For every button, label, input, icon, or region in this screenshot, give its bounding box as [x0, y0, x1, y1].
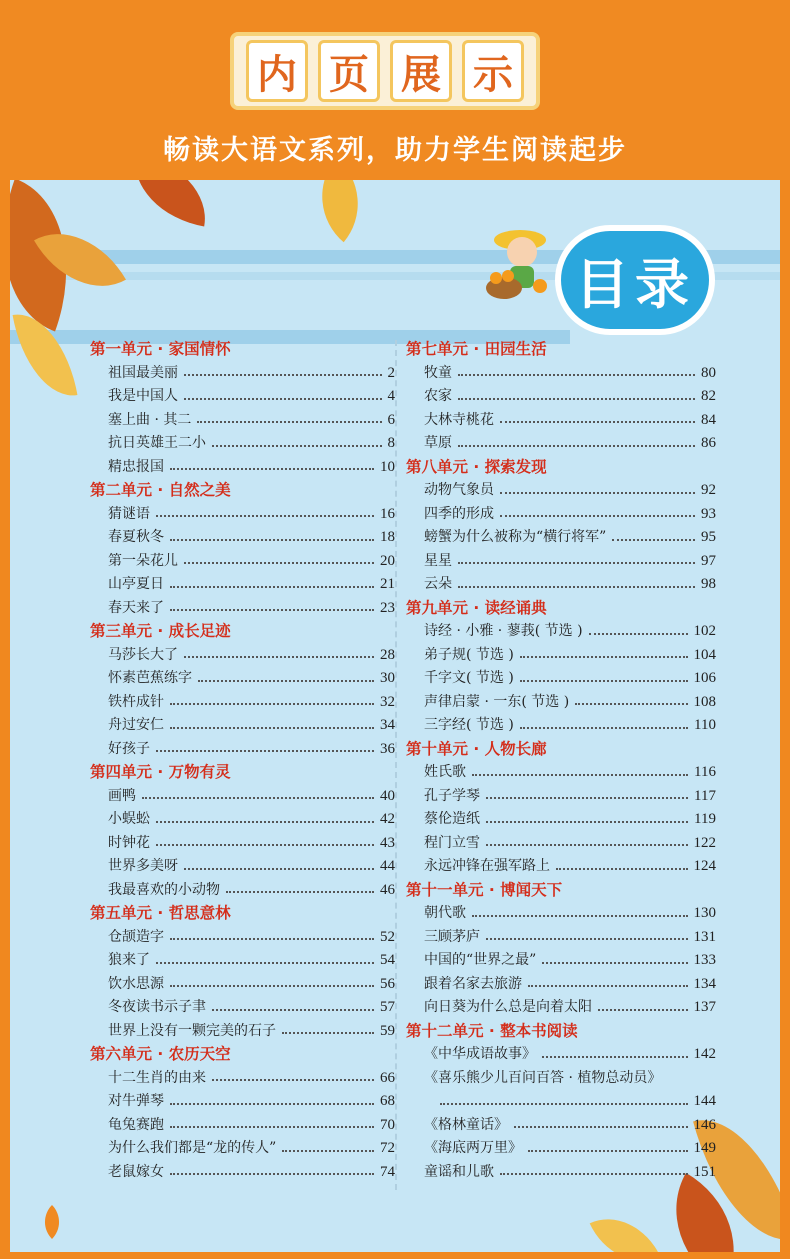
entry-title: 程门立雪	[424, 834, 480, 851]
dot-leader	[458, 562, 695, 564]
toc-entry[interactable]	[406, 1043, 716, 1067]
dot-leader	[556, 868, 688, 870]
entry-title: 蔡伦造纸	[424, 811, 480, 827]
toc-entry[interactable]	[406, 761, 716, 785]
toc-entry[interactable]	[406, 855, 716, 879]
page-number: 92	[701, 482, 716, 498]
entry-title: 农家	[424, 388, 452, 404]
toc-entry[interactable]	[406, 385, 716, 409]
page-number: 119	[694, 811, 716, 827]
toc-entry[interactable]	[406, 526, 716, 550]
unit-heading[interactable]: 第五单元 · 哲思意林	[90, 904, 231, 922]
entry-title: 草原	[424, 435, 452, 451]
page-number: 84	[701, 411, 716, 428]
dot-leader	[500, 1173, 688, 1175]
toc-entry[interactable]	[406, 1067, 716, 1114]
entry-title: 大林寺桃花	[424, 411, 494, 428]
dot-leader	[458, 445, 695, 447]
unit-heading[interactable]: 第七单元 · 田园生活	[406, 340, 547, 358]
dot-leader	[170, 985, 374, 987]
dot-leader	[170, 539, 374, 541]
entry-title: 姓氏歌	[424, 764, 466, 780]
page-number: 18	[380, 529, 395, 545]
entry-title: 三字经( 节选 )	[424, 717, 514, 733]
toc-entry[interactable]	[90, 973, 395, 997]
toc-entry[interactable]	[406, 362, 716, 386]
page-number: 36	[380, 740, 395, 757]
entry-title: 朝代歌	[424, 905, 466, 921]
toc-entry[interactable]	[90, 1020, 395, 1044]
page-number: 70	[380, 1116, 395, 1133]
dot-leader	[542, 1056, 688, 1058]
dot-leader	[226, 891, 374, 893]
dot-leader	[170, 938, 374, 940]
dot-leader	[170, 609, 374, 611]
dot-leader	[528, 985, 688, 987]
page-title-box	[230, 32, 540, 110]
page-number: 104	[693, 646, 716, 663]
leaf-decoration	[298, 180, 383, 242]
toc-entry[interactable]	[90, 808, 395, 832]
toc-left-column	[90, 338, 395, 1184]
entry-title: 四季的形成	[424, 505, 494, 522]
dot-leader	[198, 680, 374, 682]
dot-leader	[486, 797, 688, 799]
page-number: 68	[380, 1093, 395, 1109]
dot-leader	[197, 421, 381, 423]
unit-heading[interactable]: 第九单元 · 读经诵典	[406, 598, 547, 617]
child-illustration	[482, 222, 557, 302]
entry-title: 《海底两万里》	[424, 1140, 522, 1156]
entry-title: 马莎长大了	[108, 646, 178, 663]
entry-title: 弟子规( 节选 )	[424, 646, 514, 663]
toc-entry[interactable]	[90, 432, 395, 456]
entry-title: 《喜乐熊少儿百问百答 · 植物总动员》	[424, 1069, 662, 1086]
leaf-decoration	[125, 180, 214, 226]
page-number: 32	[380, 693, 395, 710]
page-number: 4	[387, 388, 395, 404]
page-number: 149	[693, 1140, 716, 1156]
dot-leader	[212, 445, 382, 447]
page-number: 146	[693, 1116, 716, 1133]
toc-entry[interactable]	[406, 432, 716, 456]
entry-title: 老鼠嫁女	[108, 1163, 164, 1180]
page-number: 106	[693, 670, 716, 686]
toc-entry[interactable]	[406, 832, 716, 856]
entry-title: 抗日英雄王二小	[108, 435, 206, 451]
entry-title: 声律启蒙 · 一东( 节选 )	[424, 693, 570, 710]
dot-leader	[282, 1150, 374, 1152]
page-number: 44	[380, 858, 395, 874]
dot-leader	[520, 727, 688, 729]
dot-leader	[486, 844, 688, 846]
page-number: 40	[380, 787, 395, 804]
entry-title: 中国的“世界之最”	[424, 952, 537, 968]
dot-leader	[170, 1126, 374, 1128]
entry-title: 世界多美呀	[108, 858, 178, 874]
page-number: 80	[701, 364, 716, 381]
entry-title: 狼来了	[108, 952, 150, 968]
page-subtitle: 畅读大语文系列，助力学生阅读起步	[163, 135, 627, 166]
toc-entry[interactable]	[90, 573, 395, 597]
toc-entry[interactable]	[90, 456, 395, 480]
entry-title: 饮水思源	[108, 975, 164, 992]
entry-title: 对牛弹琴	[108, 1093, 164, 1109]
dot-leader	[170, 468, 374, 470]
toc-entry[interactable]	[90, 1137, 395, 1161]
entry-title: 为什么我们都是“龙的传人”	[108, 1140, 277, 1156]
page-number: 151	[693, 1163, 716, 1180]
toc-entry[interactable]	[90, 785, 395, 809]
unit-heading[interactable]: 第一单元 · 家国情怀	[90, 340, 231, 358]
page-number: 2	[387, 364, 395, 381]
toc-entry[interactable]	[406, 573, 716, 597]
page-number: 46	[380, 881, 395, 898]
page-number: 6	[387, 411, 395, 428]
unit-heading[interactable]: 第八单元 · 探索发现	[406, 457, 547, 476]
dot-leader	[575, 703, 687, 705]
entry-title: 仓颉造字	[108, 928, 164, 945]
toc-entry[interactable]	[406, 479, 716, 503]
toc-entry[interactable]	[406, 667, 716, 691]
page-number: 59	[380, 1022, 395, 1039]
toc-entry[interactable]	[406, 785, 716, 809]
toc-entry[interactable]	[90, 691, 395, 715]
dot-leader	[500, 421, 695, 423]
title-char: 内	[246, 40, 308, 102]
page-number: 117	[694, 787, 716, 804]
dot-leader	[184, 398, 382, 400]
entry-title: 祖国最美丽	[108, 364, 178, 381]
dot-leader	[598, 1009, 688, 1011]
entry-title: 精忠报国	[108, 458, 164, 475]
unit-heading[interactable]: 第十一单元 · 博闻天下	[406, 880, 563, 899]
entry-title: 画鸭	[108, 787, 136, 804]
page-number: 142	[693, 1046, 716, 1062]
toc-right-column	[406, 338, 716, 1184]
page-number: 52	[380, 928, 395, 945]
entry-title: 云朵	[424, 576, 452, 592]
toc-entry[interactable]	[90, 949, 395, 973]
unit-heading[interactable]: 第六单元 · 农历天空	[90, 1045, 231, 1063]
dot-leader	[528, 1150, 688, 1152]
page-number: 8	[387, 435, 395, 451]
dot-leader	[156, 821, 374, 823]
column-divider	[395, 340, 397, 1190]
toc-entry[interactable]	[90, 503, 395, 527]
toc-entry[interactable]	[406, 644, 716, 668]
entry-title: 牧童	[424, 364, 452, 381]
dot-leader	[170, 1103, 374, 1105]
toc-entry[interactable]	[90, 644, 395, 668]
unit-heading[interactable]: 第十单元 · 人物长廊	[406, 739, 547, 758]
page-number: 133	[693, 952, 716, 968]
dot-leader	[520, 680, 688, 682]
toc-entry[interactable]	[406, 973, 716, 997]
entry-title: 星星	[424, 552, 452, 569]
page-number: 66	[380, 1069, 395, 1086]
entry-title: 我最喜欢的小动物	[108, 881, 220, 898]
toc-entry[interactable]	[406, 714, 716, 738]
page-number: 30	[380, 670, 395, 686]
entry-title: 《格林童话》	[424, 1116, 508, 1133]
dot-leader	[542, 962, 687, 964]
dot-leader	[589, 633, 688, 635]
entry-title: 铁杵成针	[108, 693, 164, 710]
entry-title: 童谣和儿歌	[424, 1163, 494, 1180]
toc-heading: 目录	[555, 225, 715, 335]
toc-entry[interactable]	[406, 550, 716, 574]
toc-entry[interactable]	[90, 926, 395, 950]
entry-title: 舟过安仁	[108, 717, 164, 733]
page-number: 74	[380, 1163, 395, 1180]
toc-entry[interactable]	[406, 691, 716, 715]
dot-leader	[458, 398, 695, 400]
toc-entry[interactable]	[90, 1090, 395, 1114]
entry-title: 春天来了	[108, 599, 164, 616]
toc-entry[interactable]	[406, 503, 716, 527]
dot-leader	[212, 1079, 374, 1081]
dot-leader	[184, 562, 374, 564]
toc-entry[interactable]	[406, 808, 716, 832]
entry-title: 时钟花	[108, 834, 150, 851]
page-number: 56	[380, 975, 395, 992]
dot-leader	[170, 1173, 374, 1175]
entry-title: 三顾茅庐	[424, 928, 480, 945]
entry-title: 动物气象员	[424, 482, 494, 498]
toc-entry[interactable]	[90, 1067, 395, 1091]
unit-heading[interactable]: 第三单元 · 成长足迹	[90, 622, 231, 640]
page-number: 21	[380, 576, 395, 592]
dot-leader	[212, 1009, 374, 1011]
page-number: 72	[380, 1140, 395, 1156]
toc-entry[interactable]	[406, 1137, 716, 1161]
dot-leader	[156, 750, 374, 752]
page-number: 54	[380, 952, 395, 968]
toc-entry[interactable]	[406, 949, 716, 973]
toc-entry[interactable]	[406, 1161, 716, 1185]
page-number: 124	[693, 858, 716, 874]
title-char: 示	[462, 40, 524, 102]
dot-leader	[486, 938, 688, 940]
page-number: 144	[693, 1093, 716, 1109]
page-number: 97	[701, 552, 716, 569]
entry-title: 塞上曲 · 其二	[108, 411, 192, 428]
entry-title: 好孩子	[108, 740, 150, 757]
dot-leader	[184, 656, 374, 658]
page-number: 20	[380, 552, 395, 569]
toc-entry[interactable]	[406, 926, 716, 950]
page-number: 43	[380, 834, 395, 851]
dot-leader	[142, 797, 374, 799]
entry-title: 龟兔赛跑	[108, 1116, 164, 1133]
entry-title: 我是中国人	[108, 388, 178, 404]
toc-entry[interactable]	[90, 1161, 395, 1185]
dot-leader	[440, 1103, 688, 1105]
toc-entry[interactable]	[90, 385, 395, 409]
leaf-decoration	[35, 1205, 69, 1239]
dot-leader	[500, 515, 695, 517]
dot-leader	[184, 374, 382, 376]
title-char: 展	[390, 40, 452, 102]
entry-title: 诗经 · 小雅 · 蓼莪( 节选 )	[424, 623, 583, 639]
dot-leader	[472, 915, 688, 917]
dot-leader	[282, 1032, 374, 1034]
page-number: 102	[693, 623, 716, 639]
unit-heading[interactable]: 第二单元 · 自然之美	[90, 481, 231, 499]
entry-title: 世界上没有一颗完美的石子	[108, 1022, 276, 1039]
entry-title: 孔子学琴	[424, 787, 480, 804]
page-number: 108	[693, 693, 716, 710]
dot-leader	[514, 1126, 688, 1128]
toc-entry[interactable]	[90, 409, 395, 433]
page-number: 42	[380, 811, 395, 827]
entry-title: 冬夜读书示子聿	[108, 999, 206, 1015]
dot-leader	[156, 962, 374, 964]
page-number: 28	[380, 646, 395, 663]
page-number: 34	[380, 717, 395, 733]
dot-leader	[500, 492, 695, 494]
toc-entry[interactable]	[406, 996, 716, 1020]
entry-title: 第一朵花儿	[108, 552, 178, 569]
header-banner	[0, 0, 790, 180]
toc-entry[interactable]	[406, 1114, 716, 1138]
page-number: 95	[701, 529, 716, 545]
toc-entry[interactable]	[90, 597, 395, 621]
dot-leader	[472, 774, 688, 776]
unit-heading[interactable]: 第四单元 · 万物有灵	[90, 763, 231, 781]
toc-entry[interactable]	[90, 1114, 395, 1138]
dot-leader	[458, 374, 695, 376]
entry-title: 怀素芭蕉练字	[108, 670, 192, 686]
page-number: 57	[380, 999, 395, 1015]
page-number: 122	[693, 834, 716, 851]
entry-title: 螃蟹为什么被称为“横行将军”	[424, 529, 607, 545]
entry-title: 春夏秋冬	[108, 529, 164, 545]
page-number: 82	[701, 388, 716, 404]
dot-leader	[156, 515, 374, 517]
entry-title: 向日葵为什么总是向着太阳	[424, 999, 592, 1015]
page-number: 23	[380, 599, 395, 616]
dot-leader	[486, 821, 688, 823]
toc-entry[interactable]	[90, 879, 395, 903]
page-number: 134	[693, 975, 716, 992]
entry-title: 《中华成语故事》	[424, 1046, 536, 1062]
page-number: 110	[694, 717, 716, 733]
toc-entry[interactable]	[406, 409, 716, 433]
page-number: 131	[693, 928, 716, 945]
dot-leader	[170, 703, 374, 705]
unit-heading[interactable]: 第十二单元 · 整本书阅读	[406, 1021, 578, 1040]
entry-title: 猜谜语	[108, 505, 150, 522]
page-number: 86	[701, 435, 716, 451]
dot-leader	[520, 656, 688, 658]
entry-title: 千字文( 节选 )	[424, 670, 514, 686]
page-number: 93	[701, 505, 716, 522]
dot-leader	[458, 586, 695, 588]
title-char: 页	[318, 40, 380, 102]
entry-title: 十二生肖的由来	[108, 1069, 206, 1086]
toc-entry[interactable]	[90, 362, 395, 386]
dot-leader	[612, 539, 695, 541]
toc-entry[interactable]	[90, 550, 395, 574]
toc-entry[interactable]	[90, 855, 395, 879]
toc-entry[interactable]	[90, 832, 395, 856]
entry-title: 山亭夏日	[108, 576, 164, 592]
toc-entry[interactable]	[90, 667, 395, 691]
toc-entry[interactable]	[90, 714, 395, 738]
page-number: 116	[694, 764, 716, 780]
page-number: 137	[693, 999, 716, 1015]
dot-leader	[170, 727, 374, 729]
page-number: 130	[693, 905, 716, 921]
page-number: 10	[380, 458, 395, 475]
toc-entry[interactable]	[90, 526, 395, 550]
entry-title: 永远冲锋在强军路上	[424, 858, 550, 874]
toc-entry[interactable]	[90, 996, 395, 1020]
entry-title: 小蜈蚣	[108, 811, 150, 827]
toc-entry[interactable]	[406, 620, 716, 644]
dot-leader	[156, 844, 374, 846]
leaf-decoration	[590, 1202, 661, 1252]
dot-leader	[184, 868, 374, 870]
toc-entry[interactable]	[90, 738, 395, 762]
page-number: 16	[380, 505, 395, 522]
page-number: 98	[701, 576, 716, 592]
entry-title: 跟着名家去旅游	[424, 975, 522, 992]
dot-leader	[170, 586, 374, 588]
toc-entry[interactable]	[406, 902, 716, 926]
